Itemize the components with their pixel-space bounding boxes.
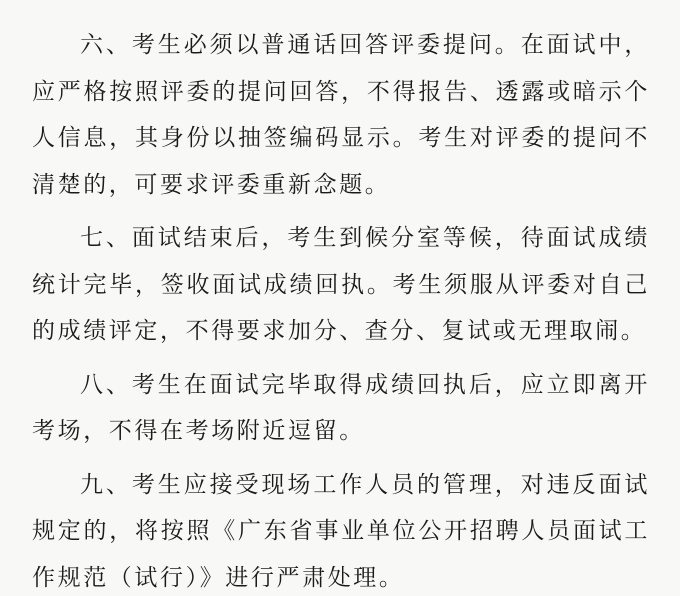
paragraph-8: 八、考生在面试完毕取得成绩回执后，应立即离开考场，不得在考场附近逗留。 — [32, 371, 650, 444]
paragraph-6: 六、考生必须以普通话回答评委提问。在面试中，应严格按照评委的提问回答，不得报告、透露或暗示个人信息，其身份以抽签编码显示。考生对评委的提问不清楚的，可要求评委重新念题。 — [32, 32, 650, 198]
paragraph-7: 七、面试结束后，考生到候分室等候，待面试成绩统计完毕，签收面试成绩回执。考生须服从评委对自己的成绩评定，不得要求加分、查分、复试或无理取闹。 — [32, 225, 650, 344]
paragraph-9: 九、考生应接受现场工作人员的管理，对违反面试规定的，将按照《广东省事业单位公开招聘人员面试工作规范（试行）》进行严肃处理。 — [32, 471, 650, 591]
